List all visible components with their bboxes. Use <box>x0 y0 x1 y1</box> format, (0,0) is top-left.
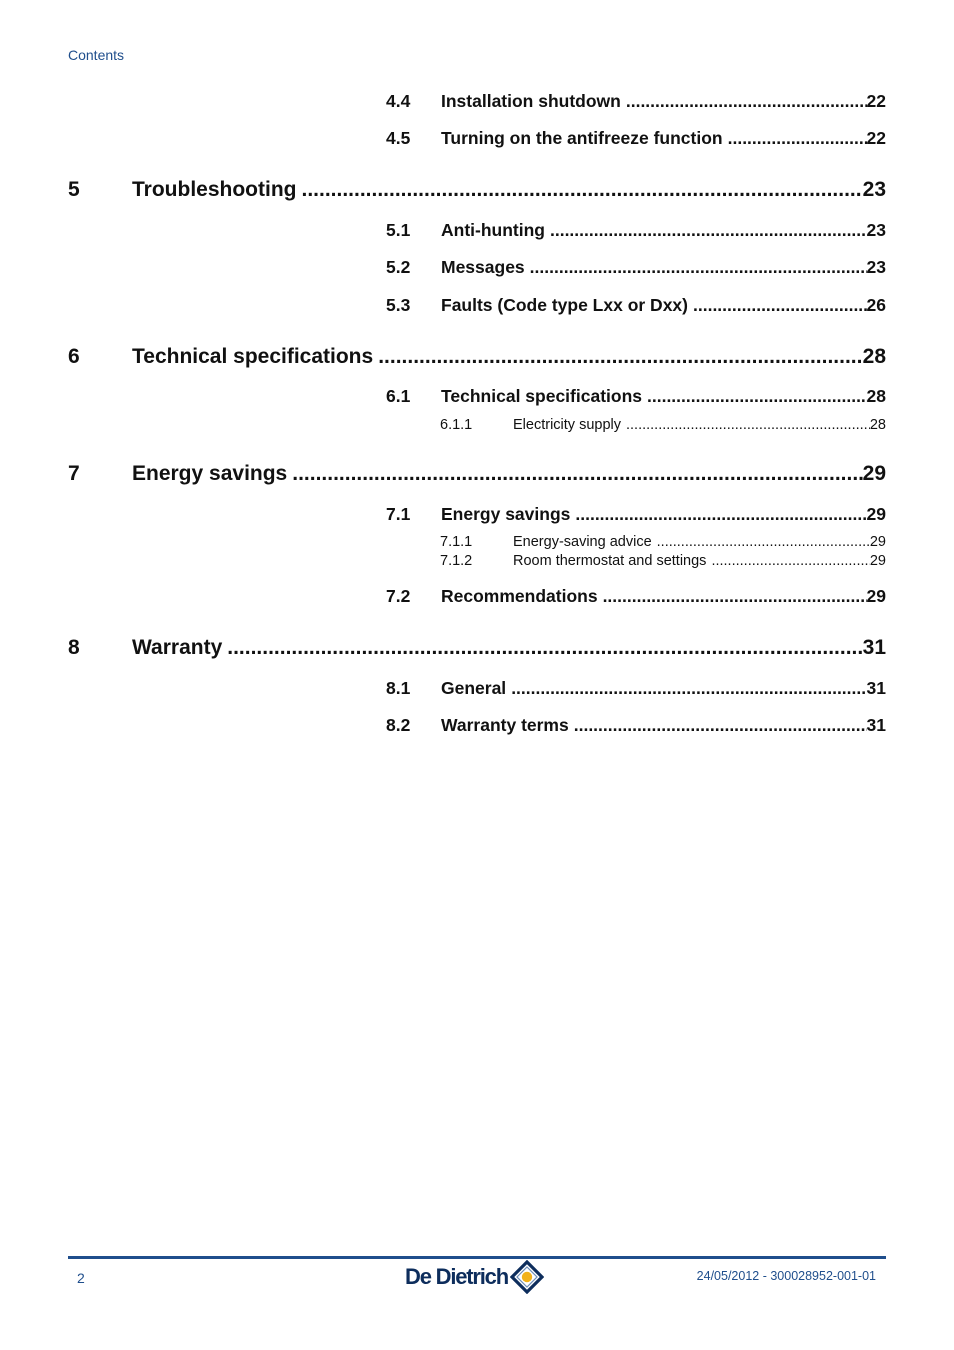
toc-title: Installation shutdown <box>441 91 621 111</box>
toc-number: 6 <box>68 345 80 368</box>
toc-entry-7-2[interactable] <box>386 586 886 608</box>
toc-entry-8-1[interactable] <box>386 678 886 700</box>
toc-number: 4.4 <box>386 91 411 111</box>
toc-page: 22 <box>866 128 886 148</box>
toc-page: 23 <box>866 220 886 240</box>
toc-leader <box>603 586 867 607</box>
toc-leader <box>550 220 867 241</box>
toc-leader <box>728 128 867 149</box>
toc-number: 7.1 <box>386 504 411 524</box>
toc-entry-5[interactable] <box>68 178 886 204</box>
toc-leader <box>511 678 866 699</box>
toc-page: 23 <box>866 257 886 277</box>
toc-entry-4-4[interactable] <box>386 91 886 113</box>
toc-title: Energy savings <box>132 462 288 485</box>
diamond-flame-icon <box>510 1260 544 1294</box>
toc-leader <box>575 504 866 525</box>
toc-title: Anti-hunting <box>441 220 545 240</box>
toc-entry-5-2[interactable] <box>386 257 886 279</box>
toc-title: Technical specifications <box>132 345 374 368</box>
toc-page: 28 <box>862 345 886 368</box>
toc-page: 26 <box>866 295 886 315</box>
toc-entry-6-1-1[interactable] <box>440 417 886 435</box>
toc-leader <box>530 257 867 278</box>
toc-page: 29 <box>869 553 886 569</box>
toc-number: 8.1 <box>386 678 411 698</box>
toc-entry-7-1[interactable] <box>386 504 886 526</box>
brand-logo <box>405 1260 544 1294</box>
toc-leader <box>574 715 867 736</box>
toc-title: Recommendations <box>441 586 598 606</box>
toc-leader <box>301 178 862 202</box>
toc-page: 23 <box>862 178 886 201</box>
toc-title: Troubleshooting <box>132 178 297 201</box>
toc-entry-8-2[interactable] <box>386 715 886 737</box>
toc-title: Energy-saving advice <box>513 534 652 550</box>
toc-page: 31 <box>862 636 886 659</box>
toc-title: Room thermostat and settings <box>513 553 707 569</box>
toc-number: 6.1.1 <box>440 417 473 433</box>
toc-title: General <box>441 678 507 698</box>
toc-page: 29 <box>866 586 886 606</box>
toc-entry-4-5[interactable] <box>386 128 886 150</box>
toc-entry-6[interactable] <box>68 345 886 371</box>
toc-page: 28 <box>866 386 886 406</box>
toc-page: 29 <box>866 504 886 524</box>
toc-number: 5.3 <box>386 295 411 315</box>
toc-number: 4.5 <box>386 128 411 148</box>
toc-title: Faults (Code type Lxx or Dxx) <box>441 295 688 315</box>
toc-entry-7[interactable] <box>68 462 886 488</box>
toc-number: 5 <box>68 178 80 201</box>
toc-entry-7-1-1[interactable] <box>440 534 886 552</box>
toc-number: 5.1 <box>386 220 411 240</box>
toc-number: 7.2 <box>386 586 411 606</box>
toc-title: Energy savings <box>441 504 571 524</box>
toc-page: 29 <box>869 534 886 550</box>
footer-document-reference: 24/05/2012 - 300028952-001-01 <box>696 1269 876 1283</box>
toc-leader <box>378 345 862 369</box>
toc-leader <box>657 534 870 550</box>
toc-leader <box>227 636 862 660</box>
toc-entry-5-3[interactable] <box>386 295 886 317</box>
toc-entry-6-1[interactable] <box>386 386 886 408</box>
toc-number: 8.2 <box>386 715 411 735</box>
toc-number: 7.1.1 <box>440 534 473 550</box>
toc-leader <box>292 462 862 486</box>
toc-page: 29 <box>862 462 886 485</box>
toc-title: Electricity supply <box>513 417 621 433</box>
toc-leader <box>711 553 869 569</box>
toc-number: 7 <box>68 462 80 485</box>
toc-title: Technical specifications <box>441 386 642 406</box>
toc-number: 8 <box>68 636 80 659</box>
toc-entry-7-1-2[interactable] <box>440 553 886 571</box>
toc-number: 6.1 <box>386 386 411 406</box>
toc-page: 31 <box>866 715 886 735</box>
brand-logo-text: De Dietrich <box>405 1264 508 1289</box>
toc-entry-5-1[interactable] <box>386 220 886 242</box>
toc-page: 31 <box>866 678 886 698</box>
toc-number: 5.2 <box>386 257 411 277</box>
toc-leader <box>626 417 870 433</box>
running-header: Contents <box>68 47 125 63</box>
footer-page-number: 2 <box>77 1270 85 1286</box>
toc-title: Warranty terms <box>441 715 569 735</box>
toc-title: Messages <box>441 257 525 277</box>
toc-number: 7.1.2 <box>440 553 473 569</box>
toc-entry-8[interactable] <box>68 636 886 662</box>
toc-leader <box>626 91 867 112</box>
toc-page: 28 <box>869 417 886 433</box>
toc-title: Turning on the antifreeze function <box>441 128 723 148</box>
toc-leader <box>647 386 867 407</box>
footer-rule <box>68 1256 886 1259</box>
toc-title: Warranty <box>132 636 223 659</box>
toc-leader <box>693 295 867 316</box>
toc-page: 22 <box>866 91 886 111</box>
